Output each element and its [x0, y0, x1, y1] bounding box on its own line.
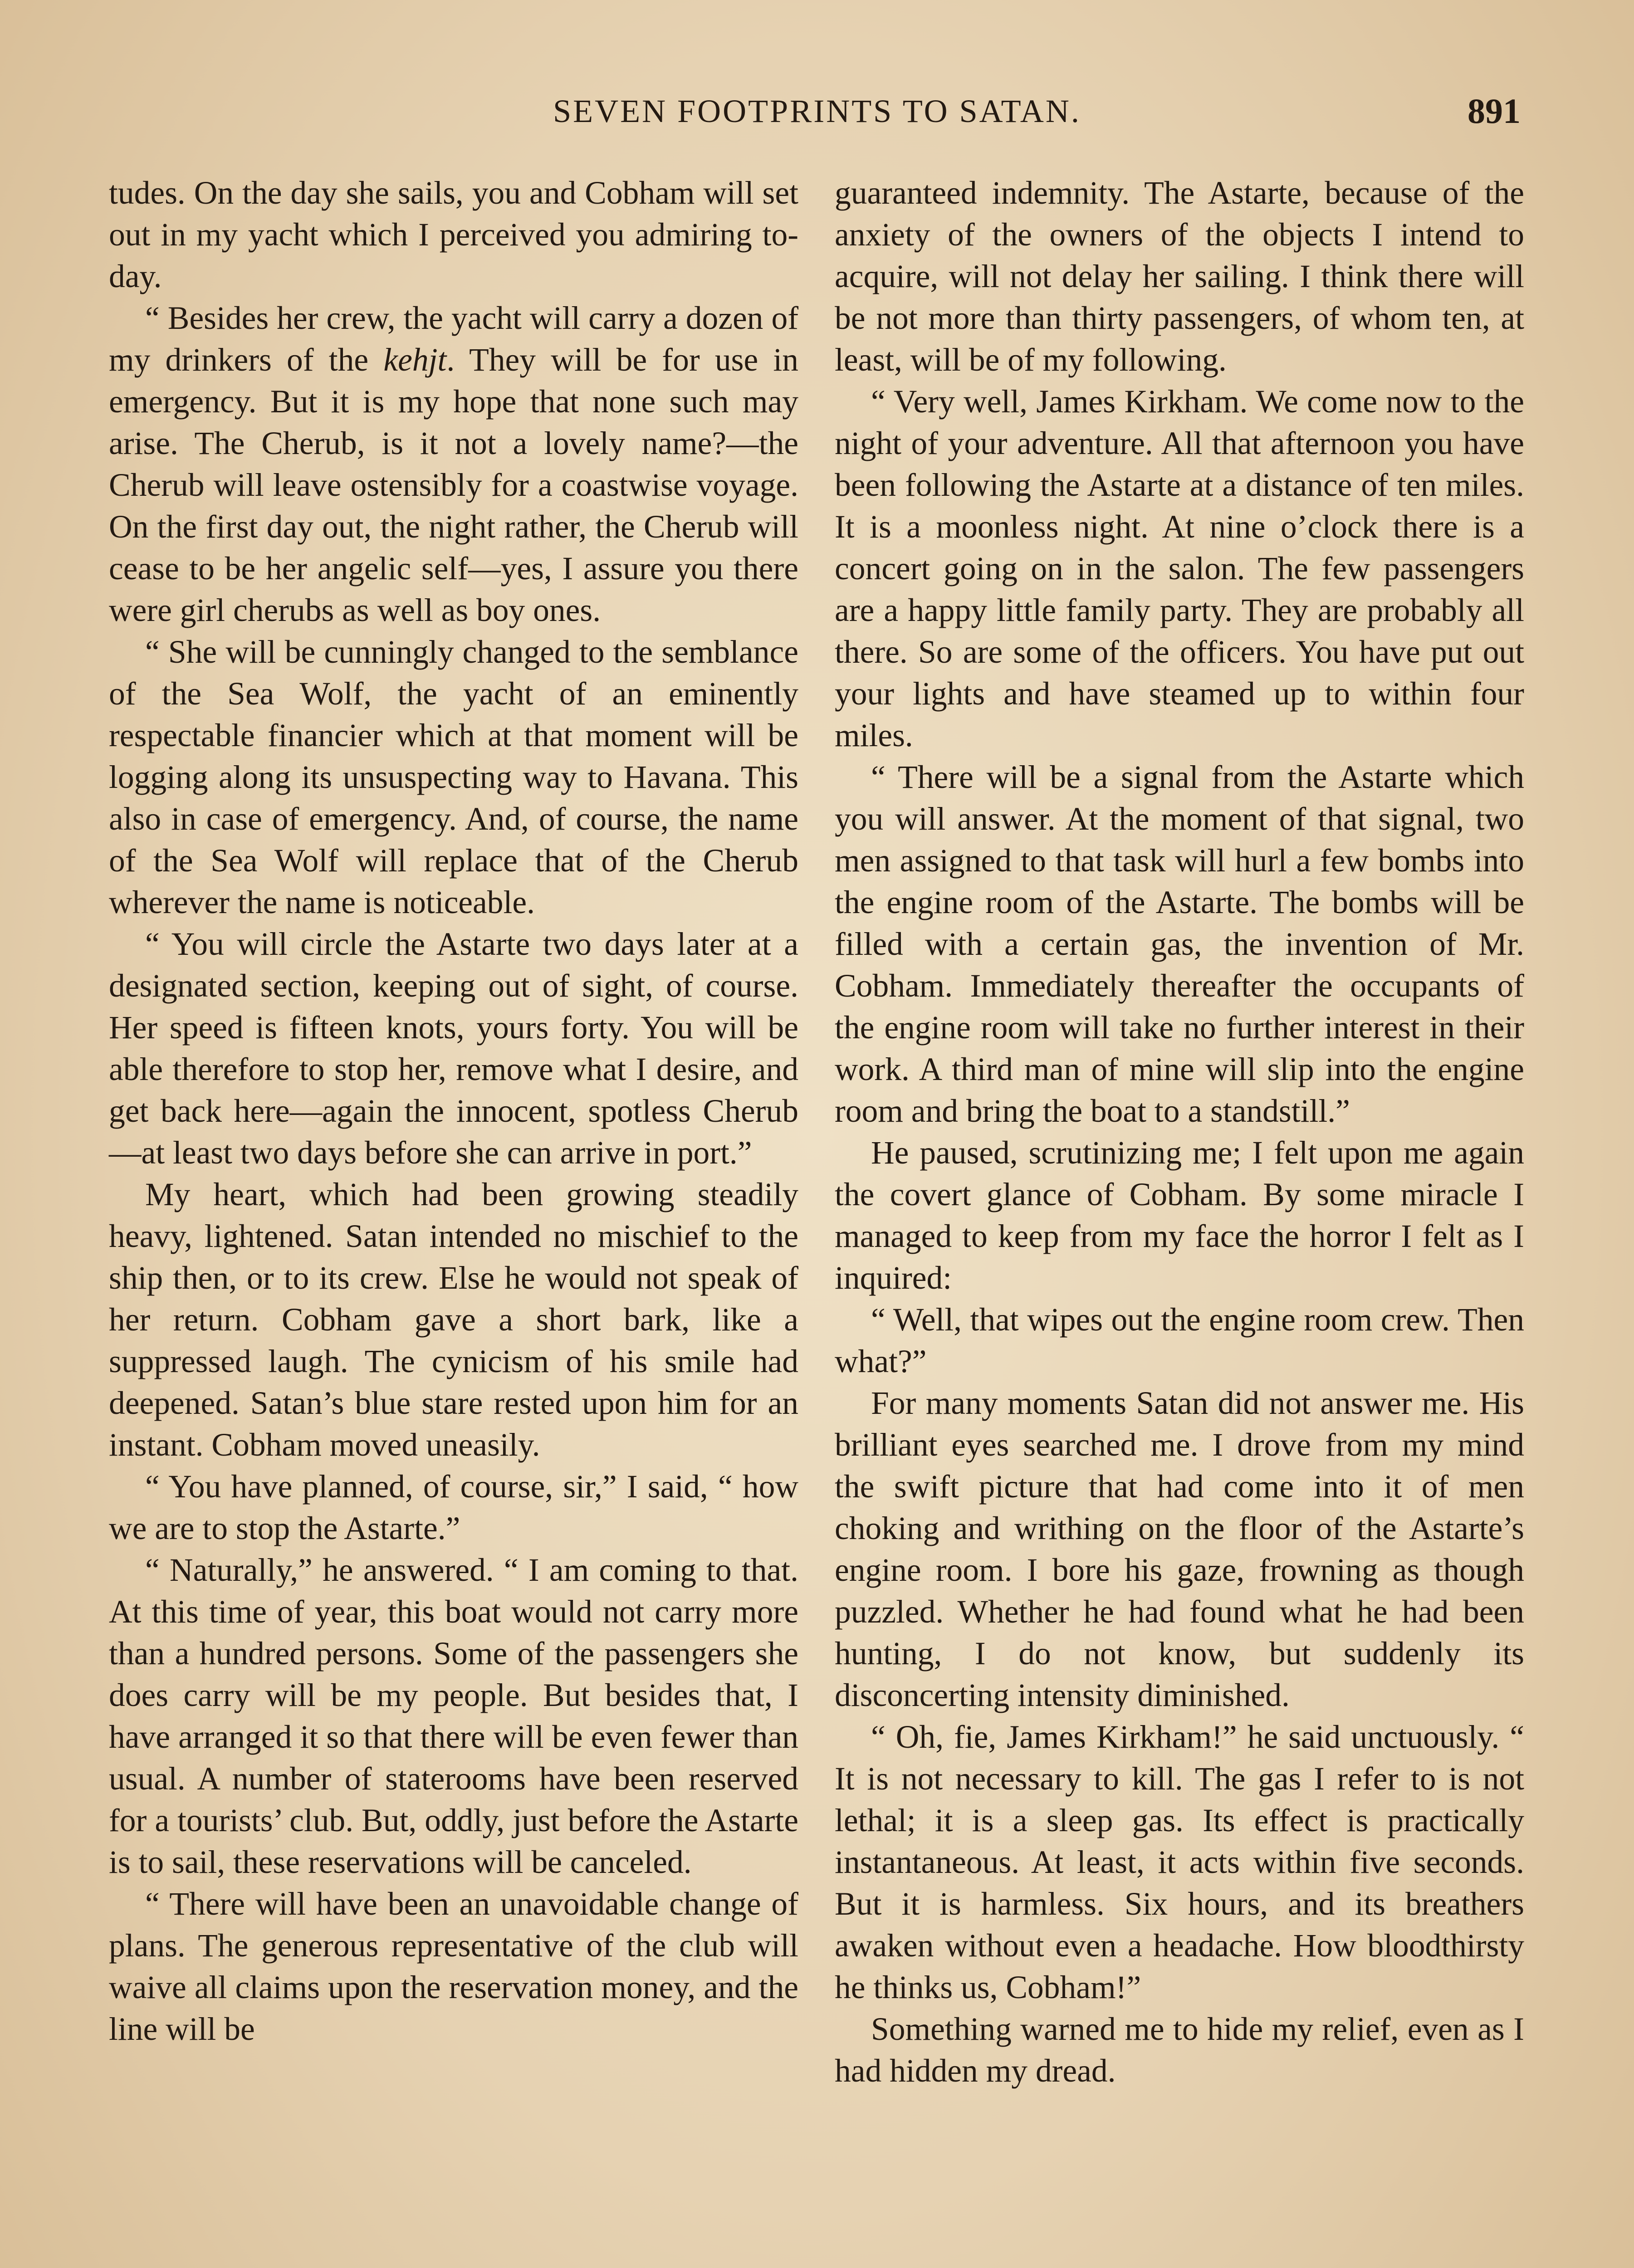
paragraph: “ There will have been an unavoidable change of plans. The generous representative of the club will waive all claims upon the reservation money, and the line will be: [109, 1886, 798, 2047]
left-column: [109, 172, 798, 2050]
paragraph: “ Oh, fie, James Kirkham!” he said unctuously. “ It is not necessary to kill. The gas I refer to is not lethal; it is a sleep gas. Its effect is practically instantaneous. At least, it acts within five seconds. But it is harmless. Six hours, and its breathers awaken without even a headache. How bloodthirsty he thinks us, Cobham!”: [835, 1719, 1524, 2005]
running-title: SEVEN FOOTPRINTS TO SATAN.: [553, 93, 1081, 129]
paragraph: “ There will be a signal from the Astarte which you will answer. At the moment of that signal, two men assigned to that task will hurl a few bombs into the engine room of the Astarte. The bombs will be filled with a certain gas, the invention of Mr. Cobham. Immediately thereafter the occupants of the engine room will take no further interest in their work. A third man of mine will slip into the engine room and bring the boat to a standstill.”: [835, 759, 1524, 1129]
paragraph: For many moments Satan did not answer me. His brilliant eyes searched me. I drove from my mind the swift picture that had come into it of men choking and writhing on the floor of the Astarte’s engine room. I bore his gaze, frowning as though puzzled. Whether he had found what he had been hunting, I do not know, but suddenly its disconcerting intensity diminished.: [835, 1385, 1524, 1713]
paragraph: “ You will circle the Astarte two days later at a designated section, keeping out of sight, of course. Her speed is fifteen knots, yours forty. You will be able therefore to stop her, remove what I desire, and get back here—again the innocent, spotless Cherub—at least two days before she can arrive in port.”: [109, 926, 798, 1171]
paragraph: “ You have planned, of course, sir,” I said, “ how we are to stop the Astarte.”: [109, 1469, 798, 1546]
paragraph: Something warned me to hide my relief, even as I had hidden my dread.: [835, 2011, 1524, 2089]
paragraph: My heart, which had been growing steadily heavy, lightened. Satan intended no mischief to the ship then, or to its crew. Else he would not speak of her return. Cobham gave a short bark, like a suppressed laugh. The cynicism of his smile had deepened. Satan’s blue stare rested upon him for an instant. Cobham moved uneasily.: [109, 1177, 798, 1463]
paragraph-text: . They will be for use in emergency. But it is my hope that none such may arise. The Cherub, is it not a lovely name?—the Cherub will leave ostensibly for a coastwise voyage. On the first day out, the night rather, the Cherub will cease to be her angelic self—yes, I assure you there were girl cherubs as well as boy ones.: [109, 342, 798, 628]
paragraph: “ Very well, James Kirkham. We come now to the night of your adventure. All that afternoon you have been following the Astarte at a distance of ten miles. It is a moonless night. At nine o’clock there is a concert going on in the salon. The few passengers are a happy little family party. They are probably all there. So are some of the officers. You have put out your lights and have steamed up to within four miles.: [835, 384, 1524, 753]
paragraph-text: “ Besides her crew, the yacht will carry a dozen of my drinkers of the: [109, 300, 798, 378]
right-column: [835, 172, 1524, 2092]
paragraph: “ Well, that wipes out the engine room crew. Then what?”: [835, 1302, 1524, 1379]
paragraph: He paused, scrutinizing me; I felt upon me again the covert glance of Cobham. By some miracle I managed to keep from my face the horror I felt as I inquired:: [835, 1135, 1524, 1296]
page-number: 891: [1468, 91, 1521, 131]
paragraph: guaranteed indemnity. The Astarte, because of the anxiety of the owners of the objects I intend to acquire, will not delay her sailing. I think there will be not more than thirty passengers, of whom ten, at least, will be of my following.: [835, 175, 1524, 378]
emphasis-word: kehjt: [383, 342, 447, 378]
paragraph: tudes. On the day she sails, you and Cobham will set out in my yacht which I perceived you admiring to-day.: [109, 175, 798, 294]
page-header: [113, 86, 1521, 136]
paragraph: “ Naturally,” he answered. “ I am coming to that. At this time of year, this boat would not carry more than a hundred persons. Some of the passengers she does carry will be my people. But besides that, I have arranged it so that there will be even fewer than usual. A number of staterooms have been reserved for a tourists’ club. But, oddly, just before the Astarte is to sail, these reservations will be canceled.: [109, 1552, 798, 1880]
paragraph: [109, 298, 798, 631]
paragraph: “ She will be cunningly changed to the semblance of the Sea Wolf, the yacht of an eminently respectable financier which at that moment will be logging along its unsuspecting way to Havana. This also in case of emergency. And, of course, the name of the Sea Wolf will replace that of the Cherub wherever the name is noticeable.: [109, 634, 798, 920]
